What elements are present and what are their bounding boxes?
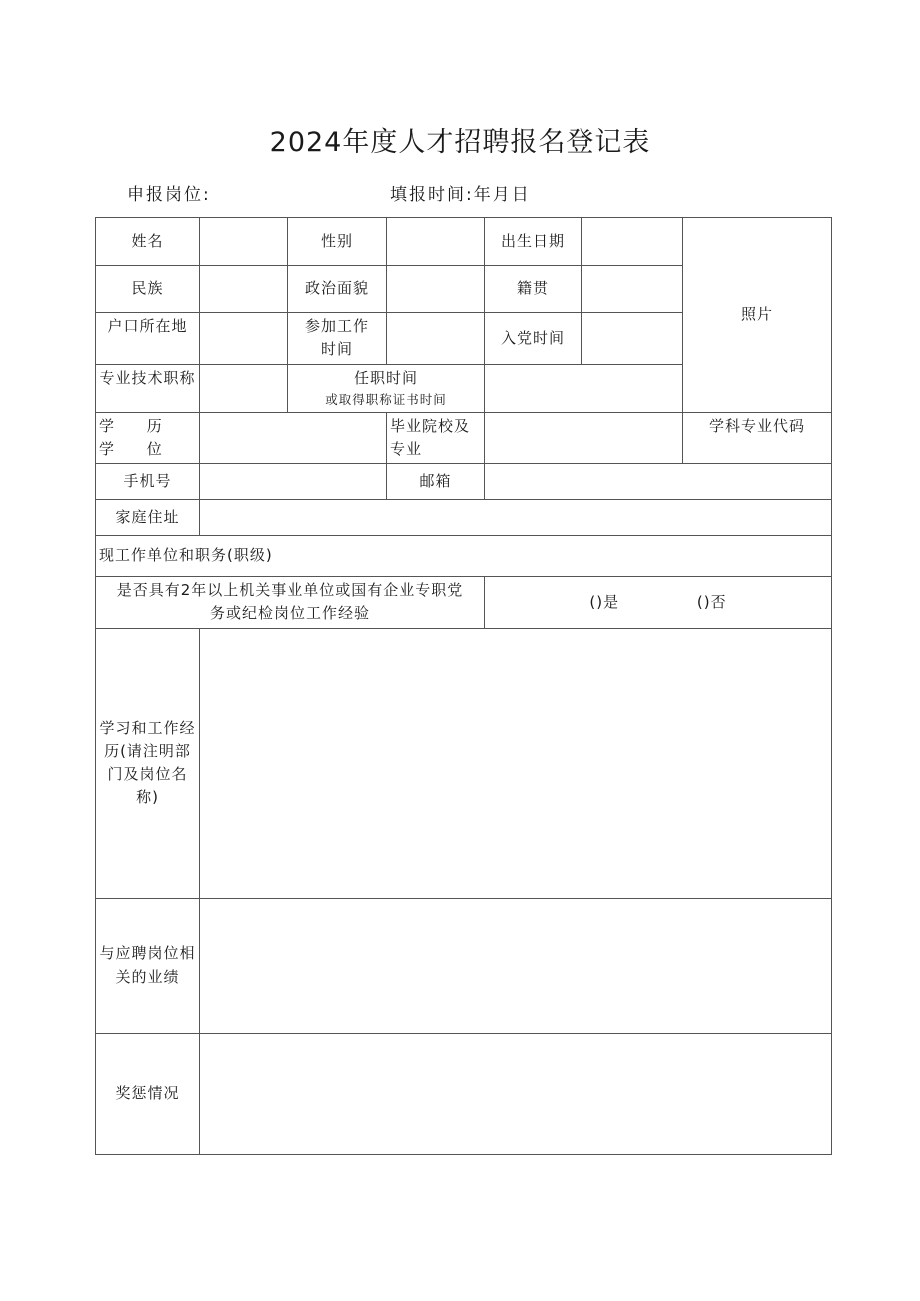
- party-join-label: 入党时间: [485, 313, 582, 365]
- political-status-label: 政治面貌: [288, 266, 387, 313]
- ethnicity-field[interactable]: [200, 266, 288, 313]
- political-status-field[interactable]: [387, 266, 485, 313]
- school-label-line2: 专业: [390, 439, 423, 458]
- experience-question: [96, 577, 485, 629]
- experience-answer: [485, 577, 832, 629]
- education-field[interactable]: [200, 412, 387, 464]
- fill-time-label: 填报时间:年月日: [390, 185, 531, 205]
- native-place-label: 籍贯: [485, 266, 582, 313]
- email-field[interactable]: [485, 464, 832, 500]
- no-option[interactable]: ()否: [696, 592, 727, 611]
- page-title: 2024年度人才招聘报名登记表: [269, 127, 651, 158]
- party-join-field[interactable]: [582, 313, 683, 365]
- current-job-label: 现工作单位和职务(职级): [99, 546, 273, 565]
- work-start-field[interactable]: [387, 313, 485, 365]
- title-field[interactable]: [200, 364, 288, 412]
- native-place-field[interactable]: [582, 266, 683, 313]
- education-label: [96, 412, 200, 464]
- experience-question-line1: 是否具有2年以上机关事业单位或国有企业专职党: [116, 581, 464, 599]
- address-field[interactable]: [200, 500, 832, 536]
- phone-label: 手机号: [96, 464, 200, 500]
- education-label-line1: 学 历: [99, 416, 176, 435]
- work-start-label-line2: 时间: [320, 340, 353, 359]
- title-label: 专业技术职称: [96, 364, 200, 412]
- history-label-line4: 称): [136, 788, 159, 807]
- rewards-label: 奖惩情况: [96, 1033, 200, 1154]
- phone-field[interactable]: [200, 464, 387, 500]
- current-job-field[interactable]: [96, 536, 832, 577]
- birth-date-label: 出生日期: [485, 218, 582, 266]
- rewards-field[interactable]: [200, 1033, 832, 1154]
- gender-label: 性别: [288, 218, 387, 266]
- name-field[interactable]: [200, 218, 288, 266]
- performance-field[interactable]: [200, 898, 832, 1033]
- yes-option[interactable]: ()是: [589, 592, 620, 611]
- school-field[interactable]: [485, 412, 683, 464]
- appoint-time-field[interactable]: [485, 364, 683, 412]
- history-field[interactable]: [200, 628, 832, 898]
- work-start-label-line1: 参加工作: [304, 317, 369, 335]
- history-label-line3: 门及岗位名: [107, 765, 188, 783]
- appoint-time-label-line2: 或取得职称证书时间: [325, 391, 447, 407]
- email-label: 邮箱: [387, 464, 485, 500]
- history-label: [96, 628, 200, 898]
- appoint-time-label-line1: 任职时间: [353, 368, 418, 387]
- hukou-label: 户口所在地: [96, 313, 200, 365]
- performance-label: [96, 898, 200, 1033]
- experience-question-line2: 务或纪检岗位工作经验: [209, 604, 370, 623]
- history-label-line2: 历(请注明部: [104, 741, 191, 760]
- registration-form-table: [95, 217, 832, 1155]
- hukou-field[interactable]: [200, 313, 288, 365]
- name-label: 姓名: [96, 218, 200, 266]
- ethnicity-label: 民族: [96, 266, 200, 313]
- major-code-label: 学科专业代码: [683, 412, 832, 464]
- birth-date-field[interactable]: [582, 218, 683, 266]
- performance-label-line2: 关的业绩: [115, 967, 180, 986]
- history-label-line1: 学习和工作经: [99, 718, 196, 737]
- gender-field[interactable]: [387, 218, 485, 266]
- appoint-time-label: [288, 364, 485, 412]
- address-label: 家庭住址: [96, 500, 200, 536]
- post-label: 申报岗位:: [127, 185, 211, 205]
- performance-label-line1: 与应聘岗位相: [99, 944, 196, 963]
- photo-label: 照片: [740, 305, 773, 324]
- education-label-line2: 学 位: [99, 439, 176, 458]
- school-label-line1: 毕业院校及: [390, 416, 471, 435]
- work-start-label: [288, 313, 387, 365]
- school-label: [387, 412, 485, 464]
- photo-box[interactable]: [683, 218, 832, 413]
